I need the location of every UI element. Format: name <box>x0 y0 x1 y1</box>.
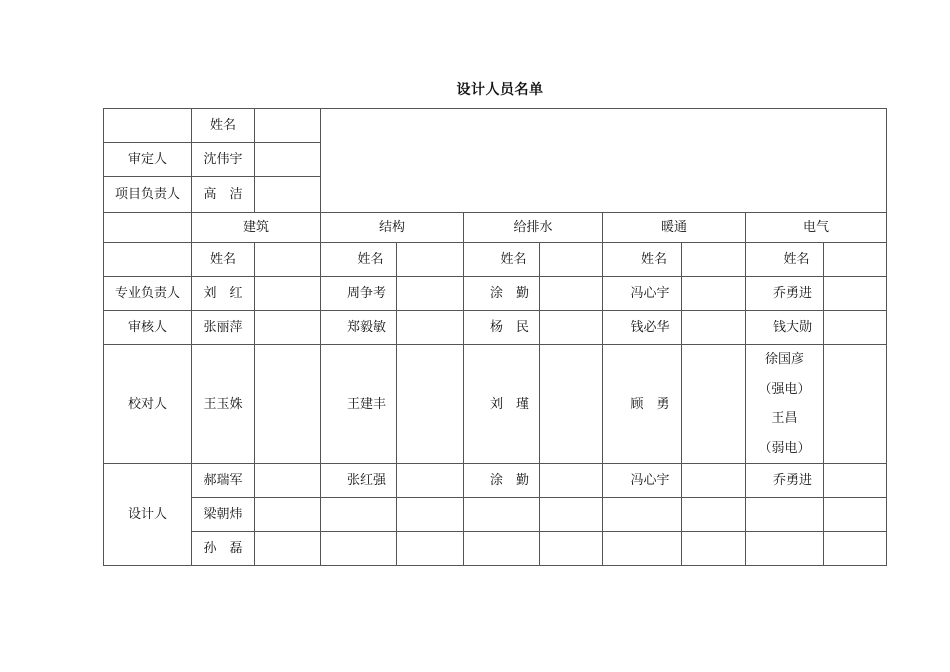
blank-cell <box>397 311 464 345</box>
discipline-electrical: 电气 <box>746 213 887 243</box>
discipline-hvac: 暖通 <box>603 213 746 243</box>
blank-cell <box>255 109 321 143</box>
person-name: 乔勇进 <box>746 464 824 498</box>
discipline-structure: 结构 <box>321 213 464 243</box>
person-name: 刘 瑾 <box>464 345 540 464</box>
page-title: 设计人员名单 <box>456 82 544 98</box>
person-name: 冯心宇 <box>603 464 682 498</box>
name-header: 姓名 <box>464 243 540 277</box>
person-name: 杨 民 <box>464 311 540 345</box>
blank-cell <box>682 498 746 532</box>
blank-cell <box>255 311 321 345</box>
name-header: 姓名 <box>192 109 255 143</box>
approver-label: 审定人 <box>104 143 192 177</box>
blank-cell <box>397 277 464 311</box>
note-strong-current: （强电） <box>758 381 811 397</box>
blank-cell <box>824 311 887 345</box>
person-name: 张红强 <box>321 464 397 498</box>
person-name: 徐国彦 <box>764 352 804 367</box>
blank-cell <box>746 532 824 566</box>
blank-cell <box>104 213 192 243</box>
blank-cell <box>824 464 887 498</box>
blank-cell <box>255 345 321 464</box>
blank-cell <box>255 464 321 498</box>
blank-cell <box>603 532 682 566</box>
blank-cell <box>397 498 464 532</box>
blank-cell <box>321 532 397 566</box>
person-name: 孙 磊 <box>192 532 255 566</box>
blank-cell <box>540 464 603 498</box>
blank-cell <box>104 109 192 143</box>
role-reviewer: 审核人 <box>104 311 192 345</box>
name-header: 姓名 <box>746 243 824 277</box>
blank-cell <box>824 345 887 464</box>
blank-cell <box>321 498 397 532</box>
approver-name: 沈伟宇 <box>192 143 255 177</box>
blank-cell <box>540 345 603 464</box>
discipline-architecture: 建筑 <box>192 213 321 243</box>
blank-cell <box>397 464 464 498</box>
blank-cell <box>397 345 464 464</box>
person-name: 乔勇进 <box>746 277 824 311</box>
blank-cell <box>397 243 464 277</box>
blank-cell <box>682 243 746 277</box>
blank-cell <box>255 532 321 566</box>
person-name: 王昌 <box>771 411 798 426</box>
blank-cell <box>255 277 321 311</box>
discipline-plumbing: 给排水 <box>464 213 603 243</box>
person-name: 张丽萍 <box>192 311 255 345</box>
name-header: 姓名 <box>603 243 682 277</box>
blank-cell <box>540 311 603 345</box>
blank-cell <box>464 498 540 532</box>
person-name: 刘 红 <box>192 277 255 311</box>
blank-cell <box>464 532 540 566</box>
blank-cell <box>824 498 887 532</box>
role-checker: 校对人 <box>104 345 192 464</box>
person-name: 钱大勋 <box>746 311 824 345</box>
name-header: 姓名 <box>321 243 397 277</box>
blank-cell <box>104 243 192 277</box>
blank-cell <box>682 277 746 311</box>
note-weak-current: （弱电） <box>758 440 811 456</box>
blank-cell <box>746 498 824 532</box>
person-name: 郑毅敏 <box>321 311 397 345</box>
person-name: 钱必华 <box>603 311 682 345</box>
person-name: 顾 勇 <box>603 345 682 464</box>
blank-cell <box>255 177 321 213</box>
person-name: 周争考 <box>321 277 397 311</box>
name-header: 姓名 <box>192 243 255 277</box>
blank-merged-area <box>321 109 887 213</box>
person-name: 王玉姝 <box>192 345 255 464</box>
blank-cell <box>255 498 321 532</box>
blank-cell <box>824 277 887 311</box>
blank-cell <box>824 532 887 566</box>
electrical-checker-cell <box>746 345 824 464</box>
role-designer: 设计人 <box>104 464 192 566</box>
project-lead-label: 项目负责人 <box>104 177 192 213</box>
blank-cell <box>682 345 746 464</box>
person-name: 郝瑞军 <box>192 464 255 498</box>
person-name: 王建丰 <box>321 345 397 464</box>
blank-cell <box>540 498 603 532</box>
person-name: 梁朝炜 <box>192 498 255 532</box>
person-name: 冯心宇 <box>603 277 682 311</box>
blank-cell <box>682 311 746 345</box>
person-name: 涂 勤 <box>464 464 540 498</box>
blank-cell <box>540 532 603 566</box>
design-personnel-table <box>103 108 887 566</box>
person-name: 涂 勤 <box>464 277 540 311</box>
project-lead-name: 高 洁 <box>192 177 255 213</box>
blank-cell <box>255 143 321 177</box>
blank-cell <box>540 243 603 277</box>
blank-cell <box>824 243 887 277</box>
blank-cell <box>603 498 682 532</box>
blank-cell <box>682 532 746 566</box>
blank-cell <box>397 532 464 566</box>
blank-cell <box>255 243 321 277</box>
role-specialty-lead: 专业负责人 <box>104 277 192 311</box>
blank-cell <box>682 464 746 498</box>
blank-cell <box>540 277 603 311</box>
